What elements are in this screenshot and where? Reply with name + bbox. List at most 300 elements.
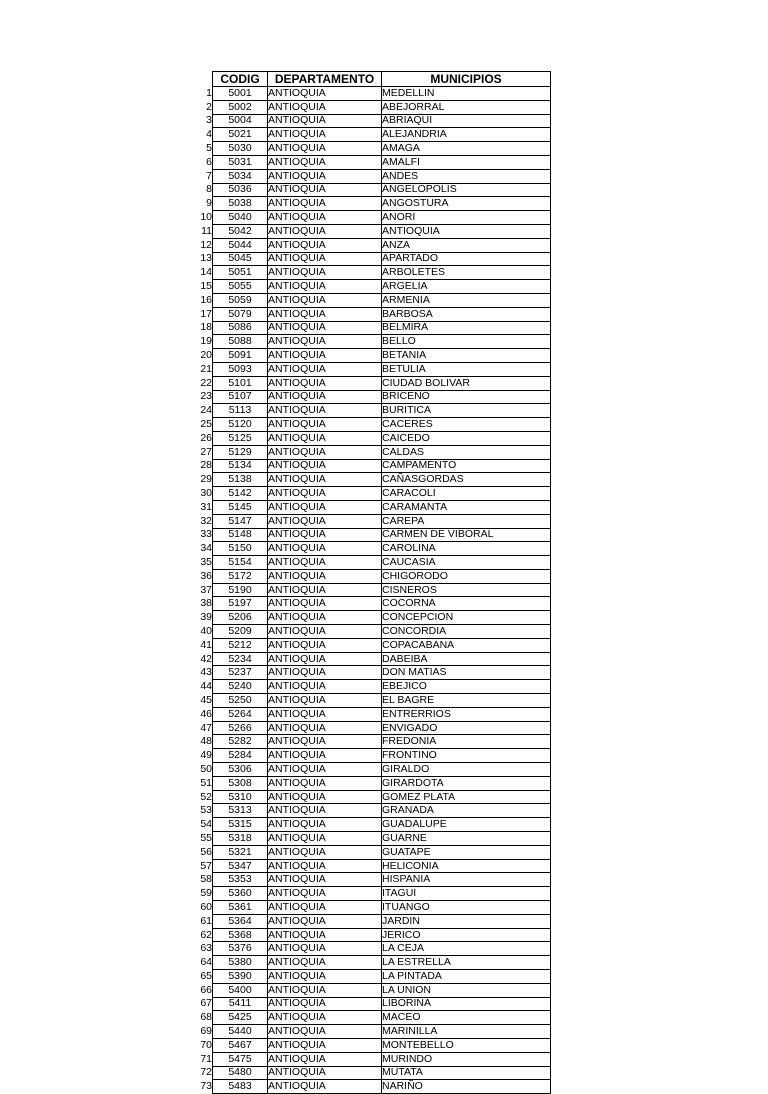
row-number: 52	[200, 790, 212, 803]
codigo-cell: 5091	[213, 349, 268, 363]
table-row	[198, 845, 551, 859]
table-row	[198, 583, 551, 597]
table-row	[198, 666, 551, 680]
row-number: 39	[200, 611, 212, 624]
municipio-cell: APARTADO	[382, 252, 551, 266]
codigo-cell: 5044	[213, 238, 268, 252]
municipio-cell: AMAGA	[382, 142, 551, 156]
codigo-cell: 5154	[213, 556, 268, 570]
municipio-cell: ENVIGADO	[382, 721, 551, 735]
municipio-cell: LA CEJA	[382, 942, 551, 956]
row-number: 31	[200, 500, 212, 513]
row-number: 68	[200, 1011, 212, 1024]
codigo-cell: 5480	[213, 1066, 268, 1080]
codigo-cell: 5107	[213, 390, 268, 404]
municipio-cell: DON MATIAS	[382, 666, 551, 680]
departamento-cell: ANTIOQUIA	[268, 625, 382, 639]
departamento-cell: ANTIOQUIA	[268, 321, 382, 335]
table-row	[198, 238, 551, 252]
codigo-cell: 5086	[213, 321, 268, 335]
row-number: 23	[200, 390, 212, 403]
departamento-cell: ANTIOQUIA	[268, 142, 382, 156]
departamento-cell: ANTIOQUIA	[268, 307, 382, 321]
row-number: 43	[200, 666, 212, 679]
municipio-cell: CHIGORODO	[382, 569, 551, 583]
departamento-cell: ANTIOQUIA	[268, 100, 382, 114]
row-number: 8	[206, 183, 212, 196]
departamento-cell: ANTIOQUIA	[268, 583, 382, 597]
municipios-table	[198, 71, 551, 1094]
codigo-cell: 5400	[213, 983, 268, 997]
table-row	[198, 694, 551, 708]
municipio-cell: GIRALDO	[382, 763, 551, 777]
row-number: 16	[200, 293, 212, 306]
municipio-cell: ARGELIA	[382, 280, 551, 294]
codigo-cell: 5038	[213, 197, 268, 211]
table-row	[198, 528, 551, 542]
departamento-cell: ANTIOQUIA	[268, 183, 382, 197]
codigo-cell: 5030	[213, 142, 268, 156]
departamento-cell: ANTIOQUIA	[268, 652, 382, 666]
municipio-cell: MACEO	[382, 1011, 551, 1025]
table-row	[198, 487, 551, 501]
departamento-cell: ANTIOQUIA	[268, 335, 382, 349]
row-number: 25	[200, 418, 212, 431]
row-number: 66	[200, 983, 212, 996]
row-number: 14	[200, 266, 212, 279]
row-number: 3	[206, 114, 212, 127]
row-number: 32	[200, 514, 212, 527]
table-row	[198, 832, 551, 846]
table-row	[198, 970, 551, 984]
row-number: 19	[200, 335, 212, 348]
codigo-cell: 5134	[213, 459, 268, 473]
table-row	[198, 763, 551, 777]
codigo-cell: 5440	[213, 1025, 268, 1039]
table-row	[198, 142, 551, 156]
table-row	[198, 445, 551, 459]
table-row	[198, 611, 551, 625]
row-number: 9	[206, 197, 212, 210]
codigo-cell: 5021	[213, 128, 268, 142]
departamento-cell: ANTIOQUIA	[268, 1052, 382, 1066]
municipio-cell: ANGELOPOLIS	[382, 183, 551, 197]
row-number: 63	[200, 942, 212, 955]
codigo-cell: 5145	[213, 500, 268, 514]
table-row	[198, 266, 551, 280]
departamento-cell: ANTIOQUIA	[268, 224, 382, 238]
row-number: 60	[200, 900, 212, 913]
departamento-cell: ANTIOQUIA	[268, 252, 382, 266]
codigo-cell: 5129	[213, 445, 268, 459]
row-number: 13	[200, 252, 212, 265]
departamento-cell: ANTIOQUIA	[268, 859, 382, 873]
departamento-cell: ANTIOQUIA	[268, 832, 382, 846]
table-row	[198, 1038, 551, 1052]
municipio-cell: ANTIOQUIA	[382, 224, 551, 238]
codigo-cell: 5079	[213, 307, 268, 321]
table-row	[198, 224, 551, 238]
municipio-cell: BETULIA	[382, 362, 551, 376]
municipio-cell: LA PINTADA	[382, 970, 551, 984]
departamento-cell: ANTIOQUIA	[268, 114, 382, 128]
municipio-cell: MURINDO	[382, 1052, 551, 1066]
table-row	[198, 901, 551, 915]
municipio-cell: ANZA	[382, 238, 551, 252]
municipio-cell: LIBORINA	[382, 997, 551, 1011]
codigo-cell: 5308	[213, 776, 268, 790]
codigo-cell: 5310	[213, 790, 268, 804]
municipio-cell: ANGOSTURA	[382, 197, 551, 211]
departamento-cell: ANTIOQUIA	[268, 749, 382, 763]
departamento-cell: ANTIOQUIA	[268, 597, 382, 611]
codigo-cell: 5059	[213, 293, 268, 307]
table-row	[198, 349, 551, 363]
row-number: 34	[200, 542, 212, 555]
table-row	[198, 404, 551, 418]
row-number: 28	[200, 459, 212, 472]
municipio-cell: NARIÑO	[382, 1080, 551, 1094]
departamento-cell: ANTIOQUIA	[268, 418, 382, 432]
departamento-cell: ANTIOQUIA	[268, 390, 382, 404]
departamento-cell: ANTIOQUIA	[268, 128, 382, 142]
departamento-cell: ANTIOQUIA	[268, 942, 382, 956]
row-number: 51	[200, 776, 212, 789]
codigo-cell: 5353	[213, 873, 268, 887]
row-number: 22	[200, 376, 212, 389]
row-number: 62	[200, 928, 212, 941]
row-number: 30	[200, 487, 212, 499]
codigo-cell: 5001	[213, 87, 268, 101]
row-number: 7	[206, 169, 212, 182]
row-number: 59	[200, 887, 212, 900]
table-row	[198, 680, 551, 694]
row-number: 47	[200, 721, 212, 734]
table-row	[198, 321, 551, 335]
codigo-cell: 5101	[213, 376, 268, 390]
municipio-cell: ANORI	[382, 211, 551, 225]
codigo-cell: 5315	[213, 818, 268, 832]
codigo-cell: 5051	[213, 266, 268, 280]
row-number: 69	[200, 1025, 212, 1038]
departamento-cell: ANTIOQUIA	[268, 556, 382, 570]
departamento-cell: ANTIOQUIA	[268, 349, 382, 363]
row-number: 73	[200, 1080, 212, 1093]
header-row	[198, 72, 551, 87]
row-number: 67	[200, 997, 212, 1010]
departamento-cell: ANTIOQUIA	[268, 459, 382, 473]
codigo-cell: 5250	[213, 694, 268, 708]
municipio-cell: LA ESTRELLA	[382, 956, 551, 970]
municipio-cell: GRANADA	[382, 804, 551, 818]
row-number-header	[198, 72, 213, 87]
departamento-cell: ANTIOQUIA	[268, 514, 382, 528]
row-number: 49	[200, 749, 212, 762]
codigo-cell: 5321	[213, 845, 268, 859]
departamento-cell: ANTIOQUIA	[268, 873, 382, 887]
municipio-cell: CAMPAMENTO	[382, 459, 551, 473]
row-number: 70	[200, 1038, 212, 1051]
municipio-cell: CAUCASIA	[382, 556, 551, 570]
municipio-cell: BARBOSA	[382, 307, 551, 321]
departamento-cell: ANTIOQUIA	[268, 404, 382, 418]
row-number: 40	[200, 624, 212, 637]
table-row	[198, 790, 551, 804]
municipio-cell: HISPANIA	[382, 873, 551, 887]
row-number: 55	[200, 831, 212, 844]
table-row	[198, 500, 551, 514]
departamento-cell: ANTIOQUIA	[268, 197, 382, 211]
table-row	[198, 362, 551, 376]
table-row	[198, 514, 551, 528]
municipio-cell: CONCEPCION	[382, 611, 551, 625]
municipio-cell: CONCORDIA	[382, 625, 551, 639]
municipio-cell: ITAGUI	[382, 887, 551, 901]
row-number: 50	[200, 762, 212, 775]
table-row	[198, 735, 551, 749]
municipio-cell: CALDAS	[382, 445, 551, 459]
row-number: 1	[206, 86, 212, 99]
row-number: 54	[200, 818, 212, 831]
departamento-cell: ANTIOQUIA	[268, 790, 382, 804]
departamento-cell: ANTIOQUIA	[268, 970, 382, 984]
departamento-cell: ANTIOQUIA	[268, 997, 382, 1011]
municipio-cell: MEDELLIN	[382, 87, 551, 101]
row-number: 2	[206, 100, 212, 113]
table-row	[198, 390, 551, 404]
codigo-cell: 5004	[213, 114, 268, 128]
codigo-cell: 5360	[213, 887, 268, 901]
departamento-cell: ANTIOQUIA	[268, 1038, 382, 1052]
codigo-cell: 5266	[213, 721, 268, 735]
table-row	[198, 928, 551, 942]
table-row	[198, 569, 551, 583]
municipio-cell: LA UNION	[382, 983, 551, 997]
departamento-cell: ANTIOQUIA	[268, 887, 382, 901]
codigo-cell: 5093	[213, 362, 268, 376]
codigo-cell: 5240	[213, 680, 268, 694]
row-number: 11	[201, 224, 212, 237]
row-number: 61	[200, 914, 212, 927]
row-number: 53	[200, 804, 212, 817]
codigo-cell: 5055	[213, 280, 268, 294]
row-number: 36	[200, 569, 212, 582]
table-row	[198, 183, 551, 197]
row-number: 33	[200, 528, 212, 541]
table-row	[198, 804, 551, 818]
municipio-cell: ARBOLETES	[382, 266, 551, 280]
municipio-cell: ABRIAQUI	[382, 114, 551, 128]
municipio-cell: CARACOLI	[382, 487, 551, 501]
departamento-cell: ANTIOQUIA	[268, 487, 382, 501]
row-number: 45	[200, 693, 212, 706]
municipio-cell: ANDES	[382, 169, 551, 183]
table-row	[198, 597, 551, 611]
municipio-cell: MARINILLA	[382, 1025, 551, 1039]
departamento-cell: ANTIOQUIA	[268, 956, 382, 970]
departamento-cell: ANTIOQUIA	[268, 735, 382, 749]
municipio-cell: EBEJICO	[382, 680, 551, 694]
municipio-cell: CARMEN DE VIBORAL	[382, 528, 551, 542]
departamento-cell: ANTIOQUIA	[268, 293, 382, 307]
codigo-cell: 5284	[213, 749, 268, 763]
codigo-cell: 5475	[213, 1052, 268, 1066]
departamento-cell: ANTIOQUIA	[268, 473, 382, 487]
row-number: 4	[206, 128, 212, 141]
departamento-cell: ANTIOQUIA	[268, 1080, 382, 1094]
departamento-cell: ANTIOQUIA	[268, 776, 382, 790]
municipio-cell: GUARNE	[382, 832, 551, 846]
departamento-cell: ANTIOQUIA	[268, 500, 382, 514]
table-row	[198, 376, 551, 390]
departamento-cell: ANTIOQUIA	[268, 638, 382, 652]
table-row	[198, 914, 551, 928]
codigo-cell: 5040	[213, 211, 268, 225]
departamento-cell: ANTIOQUIA	[268, 169, 382, 183]
table-row	[198, 169, 551, 183]
departamento-cell: ANTIOQUIA	[268, 155, 382, 169]
municipio-cell: CIUDAD BOLIVAR	[382, 376, 551, 390]
departamento-cell: ANTIOQUIA	[268, 680, 382, 694]
municipio-cell: GUADALUPE	[382, 818, 551, 832]
table-row	[198, 1080, 551, 1094]
table-row	[198, 749, 551, 763]
table-row	[198, 1066, 551, 1080]
table-row	[198, 87, 551, 101]
codigo-cell: 5113	[213, 404, 268, 418]
codigo-cell: 5190	[213, 583, 268, 597]
row-number: 24	[200, 404, 212, 417]
table-body	[198, 87, 551, 1094]
departamento-cell: ANTIOQUIA	[268, 763, 382, 777]
table-row	[198, 983, 551, 997]
departamento-cell: ANTIOQUIA	[268, 818, 382, 832]
departamento-cell: ANTIOQUIA	[268, 87, 382, 101]
codigo-cell: 5376	[213, 942, 268, 956]
row-number: 37	[200, 583, 212, 596]
departamento-cell: ANTIOQUIA	[268, 914, 382, 928]
codigo-cell: 5212	[213, 638, 268, 652]
row-number: 72	[200, 1066, 212, 1079]
municipio-cell: FRONTINO	[382, 749, 551, 763]
row-number: 58	[200, 873, 212, 886]
municipio-cell: GIRARDOTA	[382, 776, 551, 790]
departamento-cell: ANTIOQUIA	[268, 804, 382, 818]
departamento-cell: ANTIOQUIA	[268, 928, 382, 942]
table-row	[198, 155, 551, 169]
row-number: 27	[200, 445, 212, 458]
table-row	[198, 293, 551, 307]
row-number: 35	[200, 555, 212, 568]
departamento-cell: ANTIOQUIA	[268, 431, 382, 445]
municipio-cell: BETANIA	[382, 349, 551, 363]
row-number: 12	[200, 238, 212, 251]
municipio-cell: CARAMANTA	[382, 500, 551, 514]
codigo-cell: 5148	[213, 528, 268, 542]
municipio-cell: ALEJANDRIA	[382, 128, 551, 142]
municipio-cell: HELICONIA	[382, 859, 551, 873]
row-number: 46	[200, 707, 212, 720]
departamento-cell: ANTIOQUIA	[268, 266, 382, 280]
codigo-cell: 5150	[213, 542, 268, 556]
codigo-cell: 5138	[213, 473, 268, 487]
departamento-cell: ANTIOQUIA	[268, 280, 382, 294]
table-row	[198, 707, 551, 721]
municipio-cell: EL BAGRE	[382, 694, 551, 708]
municipio-cell: DABEIBA	[382, 652, 551, 666]
municipio-cell: CAREPA	[382, 514, 551, 528]
row-number: 71	[200, 1052, 212, 1065]
row-number: 18	[200, 321, 212, 334]
municipio-cell: MUTATA	[382, 1066, 551, 1080]
table-row	[198, 625, 551, 639]
codigo-cell: 5318	[213, 832, 268, 846]
departamento-cell: ANTIOQUIA	[268, 211, 382, 225]
row-number: 48	[200, 735, 212, 748]
municipio-cell: BELMIRA	[382, 321, 551, 335]
codigo-cell: 5031	[213, 155, 268, 169]
municipio-cell: GUATAPE	[382, 845, 551, 859]
table-row	[198, 542, 551, 556]
municipio-cell: COCORNA	[382, 597, 551, 611]
row-number: 10	[200, 211, 212, 224]
row-number: 64	[200, 956, 212, 969]
row-number: 38	[200, 597, 212, 610]
codigo-header: CODIG	[213, 72, 268, 87]
row-number: 44	[200, 680, 212, 693]
codigo-cell: 5361	[213, 901, 268, 915]
departamento-cell: ANTIOQUIA	[268, 666, 382, 680]
codigo-cell: 5234	[213, 652, 268, 666]
table-row	[198, 252, 551, 266]
municipio-cell: JARDIN	[382, 914, 551, 928]
row-number: 65	[200, 969, 212, 982]
codigo-cell: 5347	[213, 859, 268, 873]
codigo-cell: 5206	[213, 611, 268, 625]
row-number: 29	[200, 473, 212, 486]
municipio-cell: ARMENIA	[382, 293, 551, 307]
municipio-cell: FREDONIA	[382, 735, 551, 749]
table-row	[198, 997, 551, 1011]
row-number: 56	[200, 845, 212, 858]
codigo-cell: 5264	[213, 707, 268, 721]
municipio-cell: CAICEDO	[382, 431, 551, 445]
departamento-cell: ANTIOQUIA	[268, 238, 382, 252]
row-number: 15	[200, 280, 212, 293]
departamento-cell: ANTIOQUIA	[268, 528, 382, 542]
table-row	[198, 197, 551, 211]
departamento-cell: ANTIOQUIA	[268, 707, 382, 721]
row-number: 42	[200, 652, 212, 665]
codigo-cell: 5313	[213, 804, 268, 818]
table-row	[198, 887, 551, 901]
departamento-cell: ANTIOQUIA	[268, 983, 382, 997]
table-row	[198, 556, 551, 570]
municipio-cell: ENTRERRIOS	[382, 707, 551, 721]
table-row	[198, 1052, 551, 1066]
codigo-cell: 5237	[213, 666, 268, 680]
table-row	[198, 418, 551, 432]
codigo-cell: 5364	[213, 914, 268, 928]
municipio-cell: BELLO	[382, 335, 551, 349]
municipio-cell: MONTEBELLO	[382, 1038, 551, 1052]
table-row	[198, 114, 551, 128]
departamento-cell: ANTIOQUIA	[268, 542, 382, 556]
codigo-cell: 5125	[213, 431, 268, 445]
departamento-cell: ANTIOQUIA	[268, 376, 382, 390]
municipio-cell: CAÑASGORDAS	[382, 473, 551, 487]
row-number: 57	[200, 859, 212, 872]
